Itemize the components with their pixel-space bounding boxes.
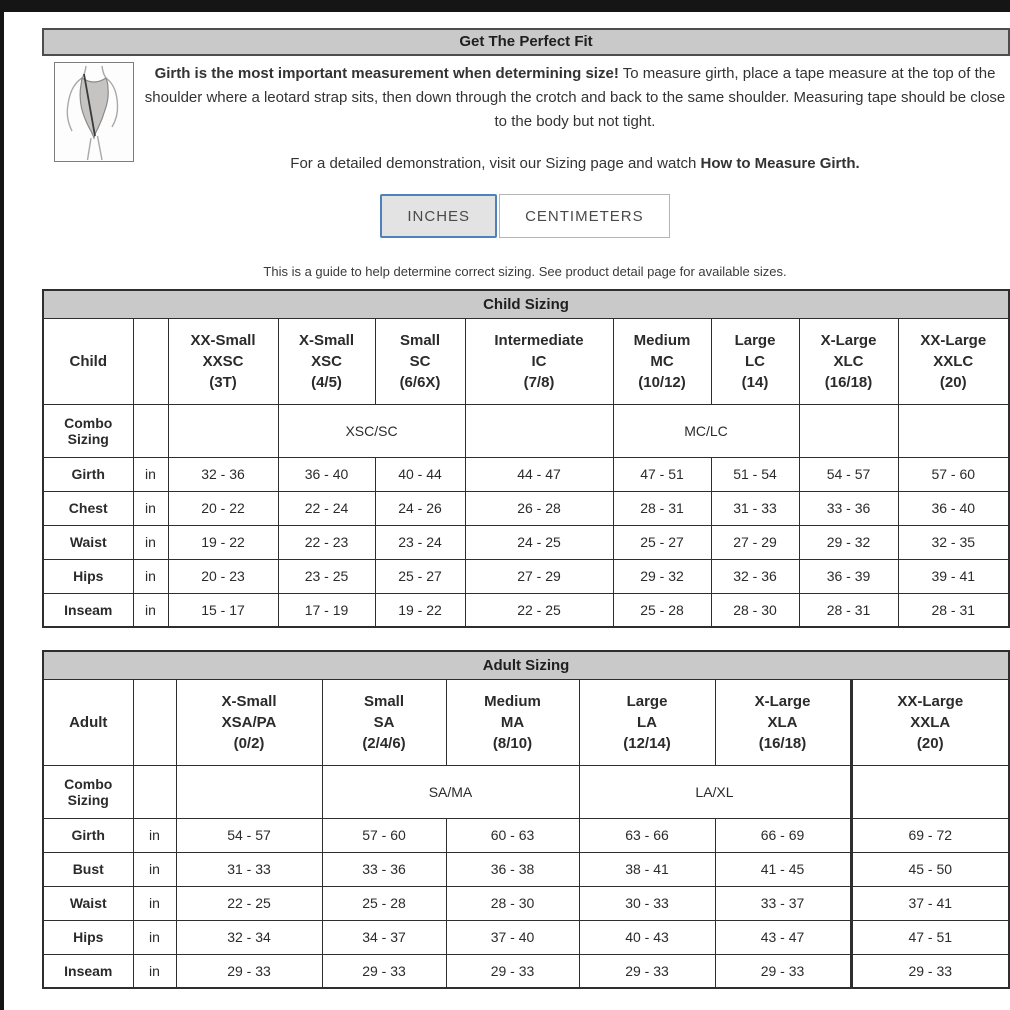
size-value-cell: 29 - 33 — [176, 954, 322, 988]
girth-intro-text-column — [134, 62, 1008, 172]
combo-cell — [176, 765, 322, 818]
size-value-cell: 66 - 69 — [715, 818, 851, 852]
size-column-header: Large LC (14) — [711, 318, 799, 404]
size-value-cell: 28 - 31 — [898, 593, 1009, 627]
child-sizing-table — [42, 289, 1010, 628]
size-column-header: Medium MA (8/10) — [446, 679, 579, 765]
size-value-cell: 28 - 30 — [711, 593, 799, 627]
measurement-row-label: Girth — [43, 818, 133, 852]
size-value-cell: 32 - 36 — [711, 559, 799, 593]
size-value-cell: 24 - 25 — [465, 525, 613, 559]
size-value-cell: 23 - 24 — [375, 525, 465, 559]
size-value-cell: 47 - 51 — [851, 920, 1009, 954]
size-value-cell: 38 - 41 — [579, 852, 715, 886]
measurement-row-label: Chest — [43, 491, 133, 525]
size-value-cell: 29 - 33 — [851, 954, 1009, 988]
adult-sizing-table — [42, 650, 1010, 989]
size-value-cell: 29 - 32 — [613, 559, 711, 593]
size-value-cell: 15 - 17 — [168, 593, 278, 627]
size-value-cell: 25 - 27 — [375, 559, 465, 593]
size-guide-page — [4, 12, 1010, 989]
size-value-cell: 27 - 29 — [711, 525, 799, 559]
girth-intro-bold-lead: Girth is the most important measurement when determining size! — [154, 65, 619, 82]
size-value-cell: 25 - 28 — [613, 593, 711, 627]
size-value-cell: 32 - 36 — [168, 457, 278, 491]
size-value-cell: 47 - 51 — [613, 457, 711, 491]
unit-cell: in — [133, 920, 176, 954]
unit-cell: in — [133, 954, 176, 988]
size-value-cell: 20 - 22 — [168, 491, 278, 525]
measurement-row-label: Inseam — [43, 593, 133, 627]
measurement-row-label: Girth — [43, 457, 133, 491]
size-value-cell: 32 - 34 — [176, 920, 322, 954]
unit-toggle — [42, 194, 1008, 238]
unit-header-cell — [133, 318, 168, 404]
size-value-cell: 45 - 50 — [851, 852, 1009, 886]
size-value-cell: 22 - 25 — [465, 593, 613, 627]
size-value-cell: 54 - 57 — [799, 457, 898, 491]
combo-sizing-row-label: Combo Sizing — [43, 765, 133, 818]
measurement-row-label: Waist — [43, 525, 133, 559]
size-value-cell: 24 - 26 — [375, 491, 465, 525]
unit-cell: in — [133, 525, 168, 559]
size-value-cell: 29 - 33 — [322, 954, 446, 988]
size-value-cell: 44 - 47 — [465, 457, 613, 491]
size-column-header: Small SA (2/4/6) — [322, 679, 446, 765]
measurement-row-label: Waist — [43, 886, 133, 920]
sizing-demo-prefix: For a detailed demonstration, visit our Sizing page and watch — [290, 155, 701, 172]
how-to-measure-girth-label: How to Measure Girth. — [700, 155, 860, 172]
size-value-cell: 19 - 22 — [168, 525, 278, 559]
size-value-cell: 29 - 33 — [446, 954, 579, 988]
measurement-row-label: Hips — [43, 920, 133, 954]
unit-cell — [133, 404, 168, 457]
measurement-row-label: Bust — [43, 852, 133, 886]
size-value-cell: 51 - 54 — [711, 457, 799, 491]
size-column-header: X-Small XSC (4/5) — [278, 318, 375, 404]
size-value-cell: 20 - 23 — [168, 559, 278, 593]
size-value-cell: 69 - 72 — [851, 818, 1009, 852]
adult-table-title: Adult Sizing — [43, 651, 1009, 679]
size-value-cell: 60 - 63 — [446, 818, 579, 852]
combo-cell — [898, 404, 1009, 457]
unit-cell: in — [133, 457, 168, 491]
size-value-cell: 36 - 39 — [799, 559, 898, 593]
size-column-header: X-Small XSA/PA (0/2) — [176, 679, 322, 765]
size-column-header: Intermediate IC (7/8) — [465, 318, 613, 404]
combo-cell: XSC/SC — [278, 404, 465, 457]
size-value-cell: 28 - 31 — [613, 491, 711, 525]
size-value-cell: 22 - 24 — [278, 491, 375, 525]
size-value-cell: 25 - 27 — [613, 525, 711, 559]
size-value-cell: 17 - 19 — [278, 593, 375, 627]
girth-intro-body: To measure girth, place a tape measure at the top of the shoulder where a leotard strap sits, then down through the crotch and back to the same shoulder. Measuring tape should be close to the body but not tight. — [144, 65, 1006, 130]
size-value-cell: 39 - 41 — [898, 559, 1009, 593]
combo-sizing-row-label: Combo Sizing — [43, 404, 133, 457]
size-value-cell: 54 - 57 — [176, 818, 322, 852]
size-value-cell: 29 - 33 — [579, 954, 715, 988]
size-value-cell: 27 - 29 — [465, 559, 613, 593]
adult-table-row-label: Adult — [43, 679, 133, 765]
unit-cell: in — [133, 852, 176, 886]
size-value-cell: 26 - 28 — [465, 491, 613, 525]
size-value-cell: 22 - 25 — [176, 886, 322, 920]
measurement-row-label: Hips — [43, 559, 133, 593]
size-column-header: Large LA (12/14) — [579, 679, 715, 765]
size-column-header: X-Large XLC (16/18) — [799, 318, 898, 404]
combo-cell: SA/MA — [322, 765, 579, 818]
size-value-cell: 29 - 32 — [799, 525, 898, 559]
size-value-cell: 32 - 35 — [898, 525, 1009, 559]
combo-cell — [168, 404, 278, 457]
size-column-header: XX-Large XXLC (20) — [898, 318, 1009, 404]
size-value-cell: 23 - 25 — [278, 559, 375, 593]
size-column-header: Medium MC (10/12) — [613, 318, 711, 404]
size-value-cell: 31 - 33 — [711, 491, 799, 525]
size-value-cell: 22 - 23 — [278, 525, 375, 559]
child-table-title: Child Sizing — [43, 290, 1009, 318]
size-value-cell: 28 - 30 — [446, 886, 579, 920]
unit-cell: in — [133, 559, 168, 593]
size-column-header: XX-Small XXSC (3T) — [168, 318, 278, 404]
page-title: Get The Perfect Fit — [42, 28, 1010, 56]
size-value-cell: 29 - 33 — [715, 954, 851, 988]
size-value-cell: 43 - 47 — [715, 920, 851, 954]
size-value-cell: 40 - 44 — [375, 457, 465, 491]
inches-button[interactable]: INCHES — [380, 194, 497, 238]
size-value-cell: 63 - 66 — [579, 818, 715, 852]
size-value-cell: 33 - 37 — [715, 886, 851, 920]
unit-header-cell — [133, 679, 176, 765]
measurement-row-label: Inseam — [43, 954, 133, 988]
size-value-cell: 36 - 38 — [446, 852, 579, 886]
girth-intro-paragraph — [144, 62, 1006, 134]
size-value-cell: 37 - 41 — [851, 886, 1009, 920]
size-value-cell: 57 - 60 — [898, 457, 1009, 491]
size-value-cell: 37 - 40 — [446, 920, 579, 954]
unit-cell — [133, 765, 176, 818]
combo-cell: MC/LC — [613, 404, 799, 457]
size-value-cell: 28 - 31 — [799, 593, 898, 627]
size-value-cell: 36 - 40 — [898, 491, 1009, 525]
size-value-cell: 41 - 45 — [715, 852, 851, 886]
size-value-cell: 25 - 28 — [322, 886, 446, 920]
size-value-cell: 30 - 33 — [579, 886, 715, 920]
girth-measurement-diagram-icon — [54, 62, 134, 162]
girth-intro-section — [42, 62, 1008, 172]
unit-cell: in — [133, 593, 168, 627]
size-value-cell: 57 - 60 — [322, 818, 446, 852]
sizing-guide-note: This is a guide to help determine correct sizing. See product detail page for available sizes. — [263, 264, 787, 279]
child-table-row-label: Child — [43, 318, 133, 404]
combo-cell — [799, 404, 898, 457]
size-value-cell: 34 - 37 — [322, 920, 446, 954]
size-value-cell: 33 - 36 — [322, 852, 446, 886]
centimeters-button[interactable]: CENTIMETERS — [499, 194, 670, 238]
size-column-header: X-Large XLA (16/18) — [715, 679, 851, 765]
size-value-cell: 31 - 33 — [176, 852, 322, 886]
combo-cell: LA/XL — [579, 765, 851, 818]
sizing-demo-line — [144, 155, 1006, 172]
size-value-cell: 36 - 40 — [278, 457, 375, 491]
unit-cell: in — [133, 491, 168, 525]
unit-cell: in — [133, 886, 176, 920]
size-value-cell: 19 - 22 — [375, 593, 465, 627]
combo-cell — [851, 765, 1009, 818]
size-column-header: Small SC (6/6X) — [375, 318, 465, 404]
size-value-cell: 33 - 36 — [799, 491, 898, 525]
combo-cell — [465, 404, 613, 457]
size-value-cell: 40 - 43 — [579, 920, 715, 954]
size-column-header: XX-Large XXLA (20) — [851, 679, 1009, 765]
unit-cell: in — [133, 818, 176, 852]
